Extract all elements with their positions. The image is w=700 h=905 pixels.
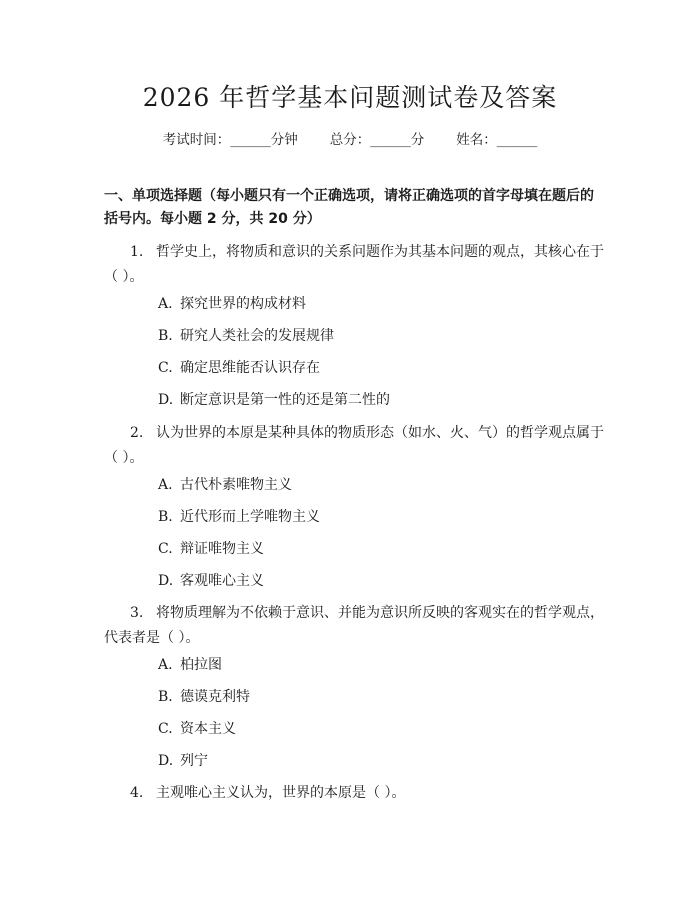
student-name-field: 姓名：______ — [456, 132, 538, 148]
option-3b — [158, 685, 250, 709]
option-text: 辩证唯物主义 — [180, 541, 264, 557]
question-3 — [104, 601, 604, 651]
option-text: 德谟克利特 — [180, 689, 250, 705]
option-1a — [158, 292, 306, 316]
question-2 — [104, 421, 604, 471]
option-text: 资本主义 — [180, 721, 236, 737]
option-text: 列宁 — [180, 753, 208, 769]
question-1 — [104, 240, 604, 290]
option-text: 柏拉图 — [180, 657, 222, 673]
option-letter: C. — [158, 541, 173, 557]
option-text: 确定思维能否认识存在 — [180, 360, 320, 376]
option-1b — [158, 324, 334, 348]
option-text: 古代朴素唯物主义 — [180, 477, 292, 493]
option-text: 近代形而上学唯物主义 — [180, 509, 320, 525]
option-letter: D. — [158, 753, 174, 769]
option-2a — [158, 473, 292, 497]
question-4 — [104, 781, 604, 806]
option-2b — [158, 505, 320, 529]
question-text: 主观唯心主义认为，世界的本原是（ ）。 — [156, 785, 406, 801]
option-text: 客观唯心主义 — [180, 573, 264, 589]
option-letter: C. — [158, 721, 173, 737]
option-3a — [158, 653, 222, 677]
question-text: 认为世界的本原是某种具体的物质形态（如水、火、气）的哲学观点属于（ ）。 — [104, 425, 604, 466]
option-letter: B. — [158, 689, 173, 705]
total-score-field: 总分：______分 — [329, 132, 425, 148]
option-text: 研究人类社会的发展规律 — [180, 328, 334, 344]
question-text: 哲学史上，将物质和意识的关系问题作为其基本问题的观点，其核心在于（ ）。 — [104, 244, 604, 285]
exam-time-field: 考试时间：______分钟 — [162, 132, 298, 148]
exam-meta — [0, 128, 700, 152]
question-number: 2. — [130, 425, 144, 441]
option-letter: A. — [158, 296, 173, 312]
option-2d — [158, 569, 264, 593]
option-letter: B. — [158, 328, 173, 344]
question-text: 将物质理解为不依赖于意识、并能为意识所反映的客观实在的哲学观点，代表者是（ ）。 — [104, 605, 604, 646]
option-letter: B. — [158, 509, 173, 525]
option-letter: D. — [158, 392, 174, 408]
question-number: 1. — [130, 244, 144, 260]
question-number: 4. — [130, 785, 144, 801]
option-3d — [158, 749, 208, 773]
option-letter: C. — [158, 360, 173, 376]
option-text: 断定意识是第一性的还是第二性的 — [180, 392, 390, 408]
section-heading: 一、单项选择题（每小题只有一个正确选项，请将正确选项的首字母填在题后的括号内。每小题 2 分，共 20 分） — [104, 188, 594, 227]
option-text: 探究世界的构成材料 — [180, 296, 306, 312]
option-1d — [158, 388, 390, 412]
option-1c — [158, 356, 320, 380]
option-letter: A. — [158, 657, 173, 673]
option-letter: D. — [158, 573, 174, 589]
option-3c — [158, 717, 236, 741]
question-number: 3. — [130, 605, 144, 621]
option-2c — [158, 537, 264, 561]
page-title: 2026 年哲学基本问题测试卷及答案 — [142, 83, 558, 112]
option-letter: A. — [158, 477, 173, 493]
